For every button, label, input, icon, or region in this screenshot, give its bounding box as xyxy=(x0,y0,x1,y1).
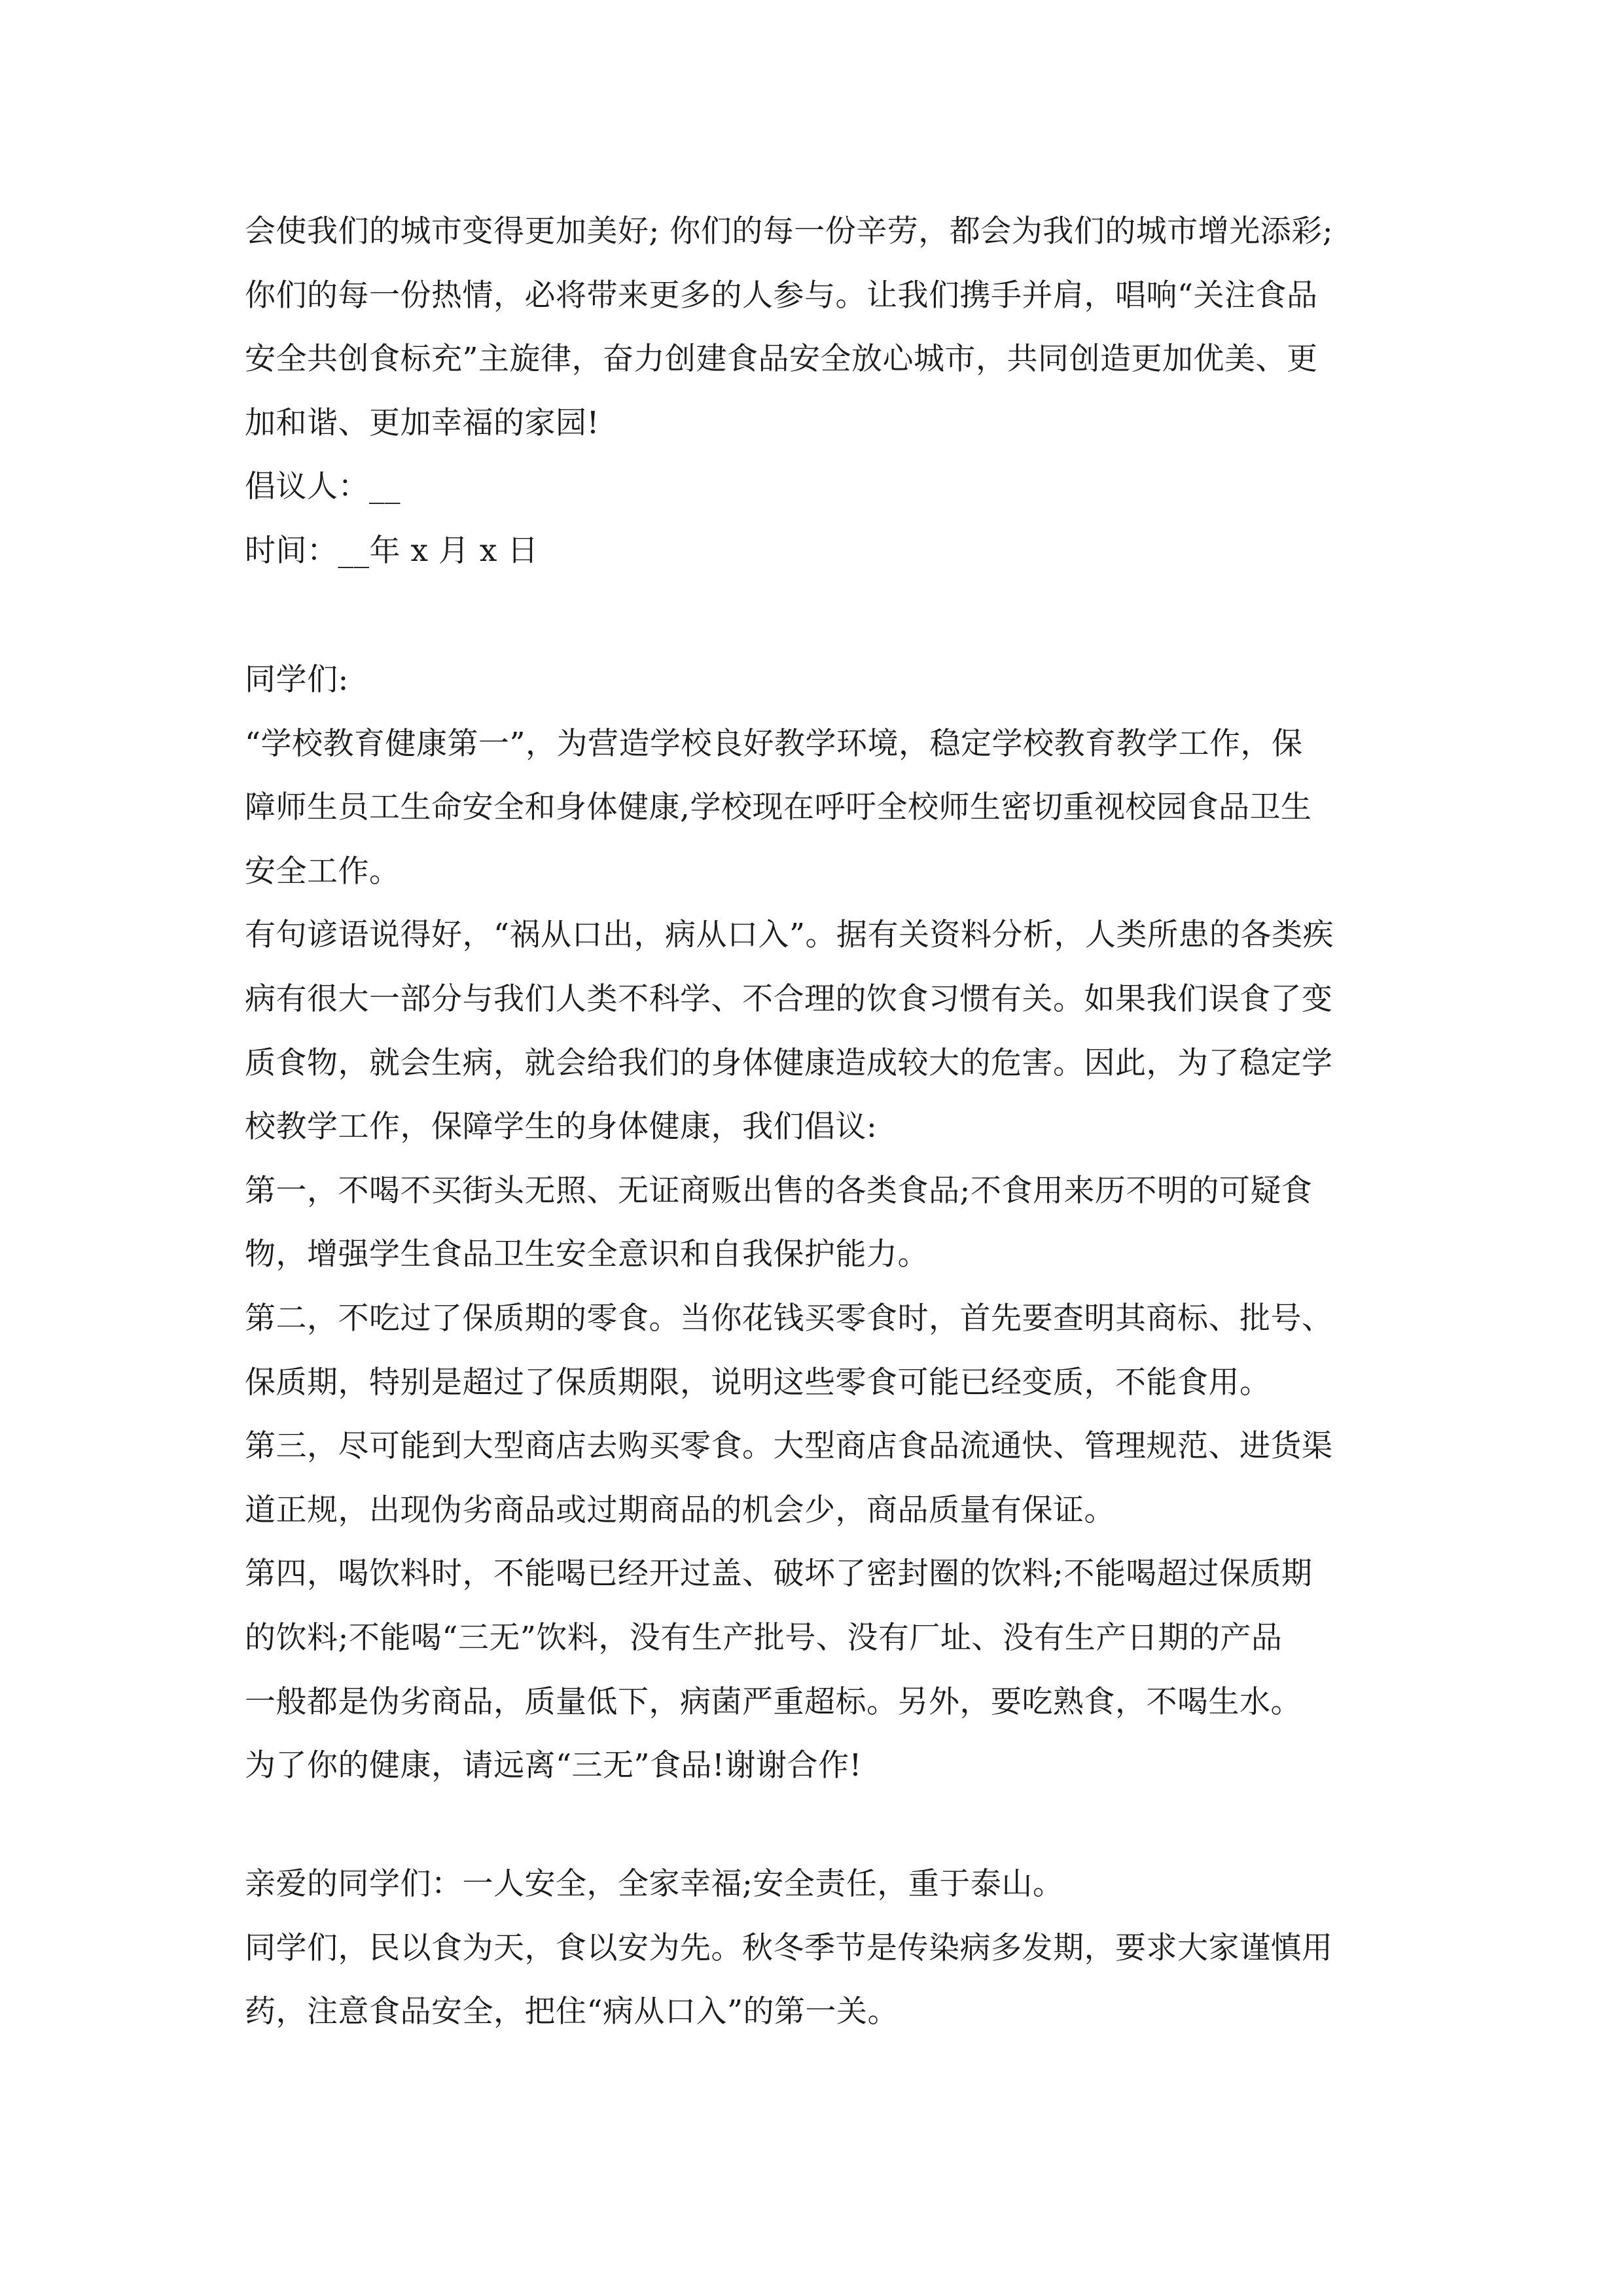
text-line: 安全工作。 xyxy=(245,853,401,889)
proposal-item-3: 第三，尽可能到大型商店去购买零食。大型商店食品流通快、管理规范、进货渠 xyxy=(245,1428,1333,1465)
text-line: “学校教育健康第一”，为营造学校良好教学环境，稳定学校教育教学工作，保 xyxy=(245,725,1303,762)
proposal-item-2: 第二，不吃过了保质期的零食。当你花钱买零食时，首先要查明其商标、批号、 xyxy=(245,1300,1333,1336)
proposal-item-1: 第一，不喝不买街头无照、无证商贩出售的各类食品;不食用来历不明的可疑食 xyxy=(245,1172,1313,1209)
salutation: 同学们: xyxy=(245,662,349,698)
text-line: 加和谐、更加幸福的家园! xyxy=(245,404,599,441)
text-line: 一般都是伪劣商品，质量低下，病菌严重超标。另外，要吃熟食，不喝生水。 xyxy=(245,1683,1302,1720)
salutation: 亲爱的同学们：一人安全，全家幸福;安全责任，重于泰山。 xyxy=(245,1866,1064,1902)
proposer-line: 倡议人：__ xyxy=(245,469,401,505)
text-line: 保质期，特别是超过了保质期限，说明这些零食可能已经变质，不能食用。 xyxy=(245,1364,1271,1401)
date-line: 时间：__年 x 月 x 日 xyxy=(245,532,539,569)
text-line: 安全共创食标充”主旋律，奋力创建食品安全放心城市，共同创造更加优美、更 xyxy=(245,341,1318,378)
school-food-safety-section xyxy=(245,648,1397,1798)
text-line: 病有很大一部分与我们人类不科学、不合理的饮食习惯有关。如果我们误食了变 xyxy=(245,980,1333,1017)
closing-line: 为了你的健康，请远离“三无”食品!谢谢合作! xyxy=(245,1748,862,1784)
proposal-item-4: 第四，喝饮料时，不能喝已经开过盖、破坏了密封圈的饮料;不能喝超过保质期 xyxy=(245,1556,1313,1592)
text-line: 同学们，民以食为天，食以安为先。秋冬季节是传染病多发期，要求大家谨慎用 xyxy=(245,1929,1333,1966)
text-line: 质食物，就会生病，就会给我们的身体健康造成较大的危害。因此，为了稳定学 xyxy=(245,1045,1333,1081)
text-line: 校教学工作，保障学生的身体健康，我们倡议: xyxy=(245,1109,878,1145)
text-line: 的饮料;不能喝“三无”饮料，没有生产批号、没有厂址、没有生产日期的产品 xyxy=(245,1619,1283,1656)
text-line: 物，增强学生食品卫生安全意识和自我保护能力。 xyxy=(245,1236,929,1273)
text-line: 道正规，出现伪劣商品或过期商品的机会少，商品质量有保证。 xyxy=(245,1492,1115,1528)
text-line: 有句谚语说得好，“祸从口出，病从口入”。据有关资料分析，人类所患的各类疾 xyxy=(245,917,1334,954)
text-line: 你们的每一份热情，必将带来更多的人参与。让我们携手并肩，唱响“关注食品 xyxy=(245,277,1318,314)
proposal-closing-section xyxy=(245,200,1397,583)
text-line: 药，注意食品安全，把住“病从口入”的第一关。 xyxy=(245,1994,899,2030)
safety-reminder-section xyxy=(245,1852,1397,2044)
text-line: 障师生员工生命安全和身体健康,学校现在呼吁全校师生密切重视校园食品卫生 xyxy=(245,789,1312,826)
text-line: 会使我们的城市变得更加美好; 你们的每一份辛劳，都会为我们的城市增光添彩; xyxy=(245,213,1334,249)
